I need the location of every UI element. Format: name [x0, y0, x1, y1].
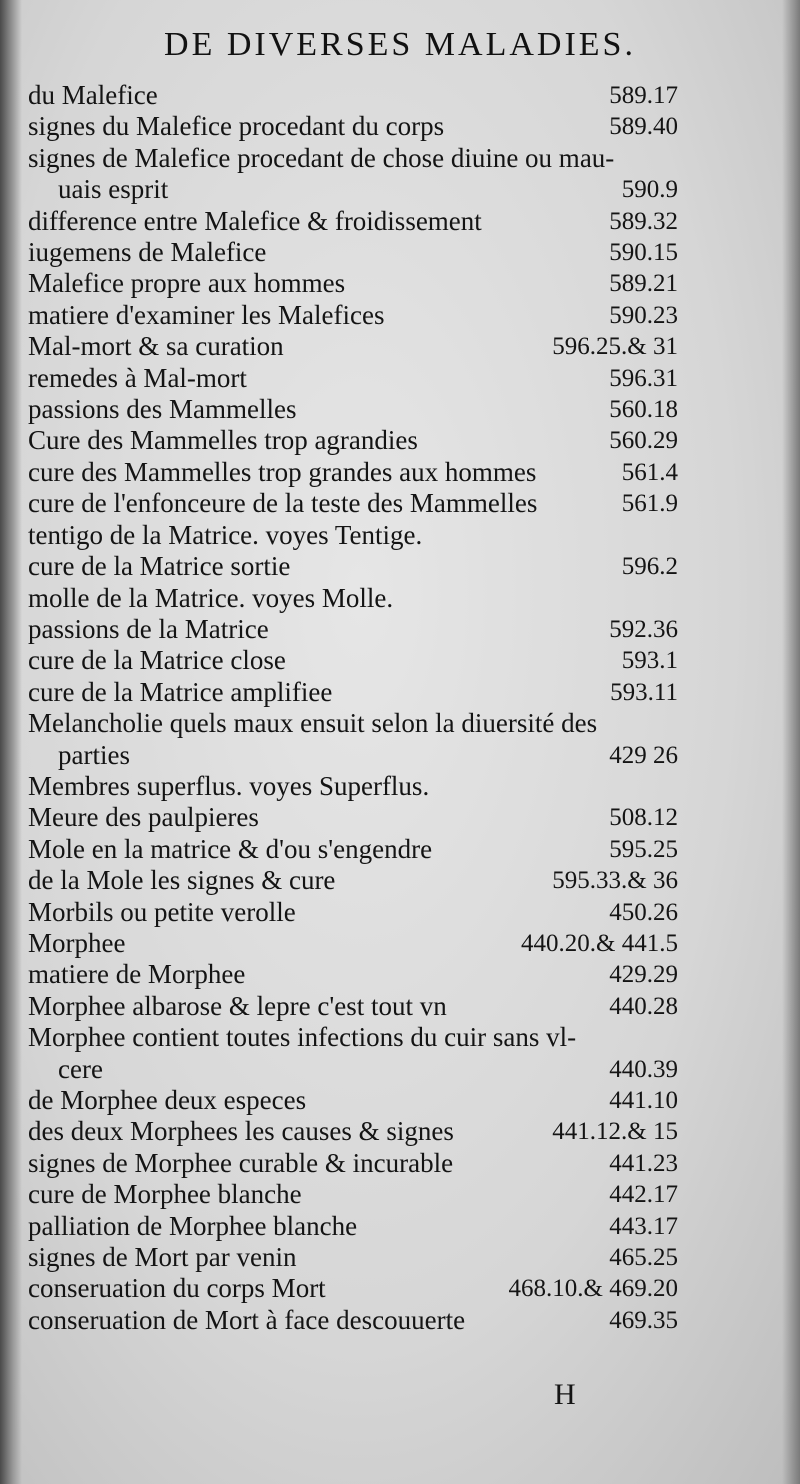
entry-text: difference entre Malefice & froidissement	[28, 205, 482, 236]
entry-page-reference: 593.1	[621, 647, 678, 675]
index-entry	[28, 425, 678, 456]
entry-page-reference: 596.25.& 31	[552, 333, 678, 361]
entry-page-reference: 561.9	[621, 490, 678, 518]
entry-page-reference: 465.25	[609, 1244, 678, 1272]
entry-page-reference: 429 26	[609, 741, 678, 769]
entry-page-reference: 440.39	[609, 1055, 678, 1083]
entry-page-reference: 589.32	[609, 207, 678, 235]
index-entry	[28, 300, 678, 331]
entry-page-reference: 589.17	[609, 82, 678, 109]
index-entry	[28, 394, 678, 425]
entry-text: conseruation du corps Mort	[28, 1273, 326, 1304]
entry-text: signes de Mort par venin	[28, 1242, 297, 1273]
index-entry	[28, 80, 678, 111]
entry-page-reference: 596.31	[609, 364, 678, 392]
index-entry	[28, 583, 678, 614]
index-entry	[28, 1022, 678, 1085]
entry-continuation: uais esprit	[58, 174, 169, 205]
index-entry	[28, 959, 678, 990]
entry-text: passions des Mammelles	[28, 394, 297, 425]
entry-continuation: parties	[58, 739, 130, 770]
entry-text: Melancholie quels maux ensuit selon la diuersité des	[28, 708, 598, 739]
entry-page-reference: 561.4	[621, 458, 678, 486]
entry-page-reference: 593.11	[610, 678, 678, 706]
entry-text: cure de l'enfonceure de la teste des Mammelles	[28, 488, 538, 519]
entry-text: des deux Morphees les causes & signes	[28, 1116, 454, 1147]
entry-page-reference: 443.17	[609, 1212, 678, 1240]
signature-mark: H	[554, 1378, 576, 1411]
entry-text: cure de la Matrice sortie	[28, 551, 291, 582]
entry-page-reference: 508.12	[609, 804, 678, 832]
entry-text: cure de la Matrice amplifiee	[28, 676, 333, 707]
entry-text: signes du Malefice procedant du corps	[28, 111, 445, 142]
entry-page-reference: 441.23	[609, 1149, 678, 1177]
entry-page-reference: 468.10.& 469.20	[508, 1275, 678, 1303]
entry-text: de la Mole les signes & cure	[28, 865, 336, 896]
entry-page-reference: 442.17	[609, 1181, 678, 1209]
index-entry	[28, 551, 678, 582]
index-entry	[28, 771, 678, 802]
entry-text: tentigo de la Matrice. voyes Tentige.	[28, 519, 423, 550]
entry-text: Membres superflus. voyes Superflus.	[28, 770, 430, 801]
entry-text: Morbils ou petite verolle	[28, 896, 296, 927]
entry-text: de Morphee deux especes	[28, 1085, 307, 1115]
index-entry	[28, 928, 678, 959]
index-entry	[28, 1148, 678, 1179]
entry-page-reference: 429.29	[609, 961, 678, 989]
entry-text: Mal-mort & sa curation	[28, 331, 284, 362]
entry-text: cure des Mammelles trop grandes aux hommes	[28, 456, 537, 487]
index-entry	[28, 1085, 678, 1116]
entry-page-reference: 590.15	[609, 239, 678, 267]
index-entry	[28, 363, 678, 394]
index-entry	[28, 143, 678, 206]
index-entry	[28, 488, 678, 519]
index-entry	[28, 457, 678, 488]
running-header: DE DIVERSES MALADIES.	[164, 26, 636, 63]
index-entry	[28, 1273, 678, 1304]
entry-text: iugemens de Malefice	[28, 237, 267, 268]
page-edge-shadow	[782, 0, 800, 1484]
index-entry	[28, 1242, 678, 1273]
entry-text: Mole en la matrice & d'ou s'engendre	[28, 833, 433, 864]
entry-text: molle de la Matrice. voyes Molle.	[28, 582, 394, 613]
entry-page-reference: 595.33.& 36	[552, 867, 678, 895]
entry-page-reference: 590.23	[609, 301, 678, 329]
index-entry	[28, 1305, 678, 1336]
index-entry-list	[28, 80, 678, 1336]
index-entry	[28, 614, 678, 645]
index-entry	[28, 1179, 678, 1210]
entry-page-reference: 441.10	[609, 1087, 678, 1114]
index-entry	[28, 237, 678, 268]
entry-page-reference: 590.9	[621, 176, 678, 204]
index-entry	[28, 834, 678, 865]
entry-page-reference: 440.28	[609, 992, 678, 1020]
index-entry	[28, 677, 678, 708]
entry-page-reference: 469.35	[609, 1306, 678, 1334]
index-entry	[28, 520, 678, 551]
index-entry	[28, 802, 678, 833]
entry-text: signes de Malefice procedant de chose diuine ou mau-	[28, 142, 615, 173]
entry-text: Malefice propre aux hommes	[28, 268, 346, 299]
index-entry	[28, 268, 678, 299]
entry-page-reference: 592.36	[609, 615, 678, 643]
entry-text: Meure des paulpieres	[28, 802, 259, 833]
entry-text: signes de Morphee curable & incurable	[28, 1147, 454, 1178]
entry-page-reference: 441.12.& 15	[552, 1118, 678, 1146]
entry-text: remedes à Mal-mort	[28, 362, 247, 393]
index-entry	[28, 991, 678, 1022]
index-entry	[28, 1211, 678, 1242]
entry-text: Morphee albarose & lepre c'est tout vn	[28, 990, 447, 1021]
entry-text: passions de la Matrice	[28, 613, 269, 644]
index-entry	[28, 897, 678, 928]
entry-text: du Malefice	[28, 80, 158, 110]
index-entry	[28, 206, 678, 237]
entry-page-reference: 589.40	[609, 113, 678, 141]
entry-text: matiere de Morphee	[28, 959, 246, 990]
index-entry	[28, 1116, 678, 1147]
entry-continuation: cere	[58, 1053, 103, 1084]
index-entry	[28, 865, 678, 896]
index-entry	[28, 331, 678, 362]
entry-page-reference: 589.21	[609, 270, 678, 298]
entry-page-reference: 595.25	[609, 835, 678, 863]
index-entry	[28, 111, 678, 142]
entry-page-reference: 560.18	[609, 396, 678, 424]
entry-text: Morphee	[28, 927, 126, 958]
entry-page-reference: 560.29	[609, 427, 678, 455]
entry-page-reference: 440.20.& 441.5	[521, 929, 678, 957]
entry-text: palliation de Morphee blanche	[28, 1210, 358, 1241]
entry-text: matiere d'examiner les Malefices	[28, 299, 385, 330]
entry-text: cure de Morphee blanche	[28, 1179, 302, 1210]
entry-text: Cure des Mammelles trop agrandies	[28, 425, 418, 456]
index-entry	[28, 708, 678, 771]
entry-text: cure de la Matrice close	[28, 645, 286, 676]
entry-page-reference: 450.26	[609, 898, 678, 926]
entry-text: conseruation de Mort à face descouuerte	[28, 1304, 466, 1335]
index-entry	[28, 645, 678, 676]
page-binding-shadow	[0, 0, 22, 1484]
entry-page-reference: 596.2	[621, 553, 678, 581]
entry-text: Morphee contient toutes infections du cuir sans vl-	[28, 1022, 577, 1053]
